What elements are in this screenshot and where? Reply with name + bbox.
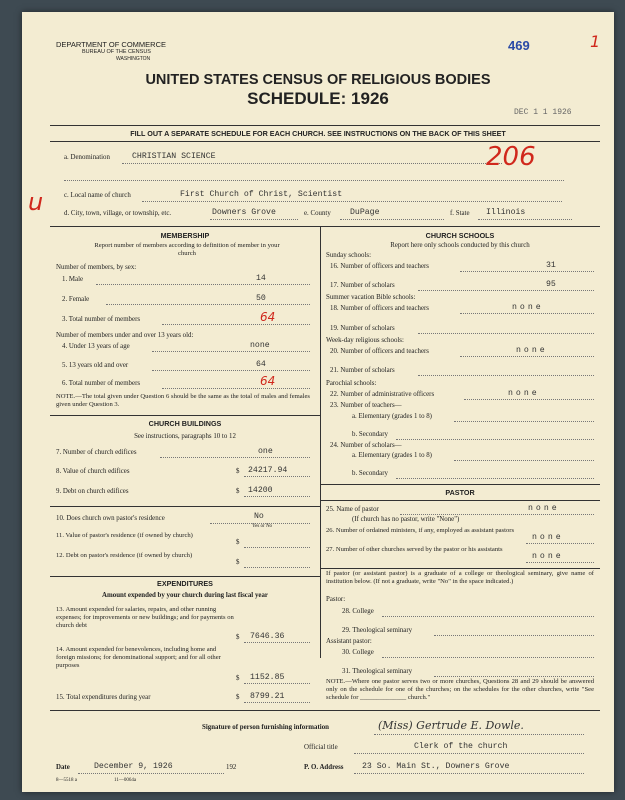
q8-label: 8. Value of church edifices bbox=[56, 468, 130, 475]
rule bbox=[50, 226, 600, 227]
q5-label: 5. 13 years old and over bbox=[62, 362, 129, 369]
membership-heading: MEMBERSHIP bbox=[160, 231, 210, 240]
q8-value: 24217.94 bbox=[248, 466, 288, 475]
q24a-label: a. Elementary (grades 1 to 8) bbox=[352, 452, 432, 459]
form-number: 8—5518 a bbox=[56, 778, 77, 783]
red-margin-mark: u bbox=[28, 188, 44, 216]
q25-value: none bbox=[528, 504, 560, 513]
q4-label: 4. Under 13 years of age bbox=[62, 343, 130, 350]
city-label: WASHINGTON bbox=[116, 56, 151, 62]
pastor-heading: PASTOR bbox=[445, 488, 475, 497]
county-label: e. County bbox=[304, 210, 331, 217]
q10-label: 10. Does church own pastor's residence bbox=[56, 515, 165, 522]
q12-label: 12. Debt on pastor's residence (if owned by church) bbox=[56, 552, 193, 559]
date-label: Date bbox=[56, 764, 70, 771]
sunday-schools-label: Sunday schools: bbox=[326, 252, 371, 259]
city-value: Downers Grove bbox=[212, 208, 276, 217]
q16-label: 16. Number of officers and teachers bbox=[330, 263, 429, 270]
red-check-mark: 1 bbox=[590, 32, 601, 51]
pastor-subheading: Pastor: bbox=[326, 596, 346, 603]
signature-value: (Miss) Gertrude E. Dowle. bbox=[378, 719, 524, 732]
pastor-note: NOTE.—Where one pastor serves two or more churches, Questions 28 and 29 should be answered only on the schedule for one of the churches; on the schedules for the other churches, write "See schedule for ______________ church." bbox=[326, 678, 594, 701]
official-title-value: Clerk of the church bbox=[414, 742, 508, 751]
rule bbox=[50, 415, 320, 416]
state-label: f. State bbox=[450, 210, 470, 217]
schedule-number: 469 bbox=[508, 38, 530, 53]
parochial-schools-label: Parochial schools: bbox=[326, 380, 377, 387]
q5-value: 64 bbox=[256, 360, 266, 369]
q20-label: 20. Number of officers and teachers bbox=[330, 348, 429, 355]
q23-label: 23. Number of teachers— bbox=[330, 402, 402, 409]
city-field-label: d. City, town, village, or township, etc. bbox=[64, 210, 172, 217]
q24-label: 24. Number of scholars— bbox=[330, 442, 402, 449]
q6-value: 64 bbox=[260, 374, 276, 388]
q13-label: 13. Amount expended for salaries, repairs, and other running expenses; for improvements or new buildings; and for payments on church debt bbox=[56, 606, 234, 629]
q15-value: 8799.21 bbox=[250, 692, 285, 701]
red-code-annotation: 206 bbox=[486, 142, 536, 172]
q18-label: 18. Number of officers and teachers bbox=[330, 305, 429, 312]
college-note: If pastor (or assistant pastor) is a graduate of a college or theological seminary, give name of institution below. (If not a graduate, write "No" in the space indicated.) bbox=[326, 570, 594, 585]
rule bbox=[50, 506, 320, 507]
q14-value: 1152.85 bbox=[250, 673, 285, 682]
q23a-label: a. Elementary (grades 1 to 8) bbox=[352, 413, 432, 420]
state-value: Illinois bbox=[486, 208, 526, 217]
q14-label: 14. Amount expended for benevolences, including home and foreign missions; for denominational support; and for all other purposes bbox=[56, 646, 221, 669]
q31-label: 31. Theological seminary bbox=[342, 668, 413, 675]
q4-value: none bbox=[250, 341, 270, 350]
instruction-banner: FILL OUT A SEPARATE SCHEDULE FOR EACH CHURCH. SEE INSTRUCTIONS ON THE BACK OF THIS SHEET bbox=[130, 129, 506, 138]
q10-value: No bbox=[254, 512, 264, 521]
rule bbox=[50, 710, 600, 711]
q22-value: none bbox=[508, 389, 540, 398]
q3-label: 3. Total number of members bbox=[62, 316, 141, 323]
rule bbox=[320, 500, 600, 501]
q3-value: 64 bbox=[260, 310, 276, 324]
print-number: 11—0064a bbox=[114, 778, 137, 783]
q27-label: 27. Number of other churches served by the pastor or his assistants bbox=[326, 546, 503, 553]
schools-heading: CHURCH SCHOOLS bbox=[425, 231, 495, 240]
q23b-label: b. Secondary bbox=[352, 431, 388, 438]
q26-label: 26. Number of ordained ministers, if any, employed as assistant pastors bbox=[326, 527, 515, 534]
rule bbox=[320, 484, 600, 485]
q10-hint: Yes or No bbox=[252, 524, 273, 529]
rule bbox=[50, 576, 320, 577]
weekday-schools-label: Week-day religious schools: bbox=[326, 337, 404, 344]
column-divider bbox=[320, 226, 321, 658]
department-label: DEPARTMENT OF COMMERCE bbox=[56, 40, 167, 49]
q1-value: 14 bbox=[256, 274, 266, 283]
q17-value: 95 bbox=[546, 280, 556, 289]
po-address-label: P. O. Address bbox=[304, 764, 344, 771]
schedule-title: SCHEDULE: 1926 bbox=[247, 89, 389, 108]
q13-value: 7646.36 bbox=[250, 632, 285, 641]
local-name-label: c. Local name of church bbox=[64, 192, 131, 199]
q30-label: 30. College bbox=[342, 649, 374, 656]
form-title: UNITED STATES CENSUS OF RELIGIOUS BODIES bbox=[145, 72, 491, 88]
q28-label: 28. College bbox=[342, 608, 374, 615]
assistant-pastor-subheading: Assistant pastor: bbox=[326, 638, 372, 645]
q7-label: 7. Number of church edifices bbox=[56, 449, 137, 456]
q9-label: 9. Debt on church edifices bbox=[56, 488, 129, 495]
official-title-label: Official title bbox=[304, 744, 338, 751]
buildings-subheading: See instructions, paragraphs 10 to 12 bbox=[134, 433, 236, 440]
county-value: DuPage bbox=[350, 208, 380, 217]
expenditures-subheading: Amount expended by your church during last fiscal year bbox=[102, 592, 268, 599]
membership-note: NOTE.—The total given under Question 6 should be the same as the total of males and females given under Question 3. bbox=[56, 393, 310, 408]
date-suffix: 192 bbox=[226, 764, 237, 771]
q11-label: 11. Value of pastor's residence (if owned by church) bbox=[56, 532, 193, 539]
q2-value: 50 bbox=[256, 294, 266, 303]
census-form: DEPARTMENT OF COMMERCE BUREAU OF THE CENSUS WASHINGTON UNITED STATES CENSUS OF RELIGIOUS BODIES SCHEDULE: 1926 469 1 DEC 1 1 1926 FILL OUT A SEPARATE SCHEDULE FOR EACH CHURCH. SEE INSTRUCTIONS ON THE BACK OF THIS SHEET a. Denomination CHRISTIAN SCIENCE 206 u c. Local name of church First Church of Christ, Scientist d. City, town, village, or township, etc. Downers Grove e. County DuPage f. State Illinois MEMBERSHIP Report number of members according to definition of member in your church Number of members, by sex: 1. Male 14 2. Female 50 3. Total number of members 64 Number of members under and over 13 years old: 4. Under 13 years of age none 5. 13 years old and over 64 6. Total number of members 64 NOTE.—The total given under Question 6 should be the same as the total of males and females given under Question 3. CHURCH BUILDINGS See instructions, paragraphs 10 to 12 7. Number of church edifices one 8. Value of church edifices $ 24217.94 9. Debt on church edifices $ 14200 10. Does church own pastor's residence No Yes or No 11. Value of pastor's residence (if owned by church) $ 12. Debt on pastor's residence (if owned by church) $ EXPENDITURES Amount expended by your church during last fiscal year 13. Amount expended for salaries, repairs, and other running expenses; for improvements or new buildings; and for payments on church debt $ 7646.36 14. Amount expended for benevolences, including home and foreign missions; for denominational support; and for all other purposes $ 1152.85 15. Total expenditures during year $ 8799.21 CHURCH SCHOOLS Report here only schools conducted by this church Sunday schools: 16. Number of officers and teachers 31 17. Number of scholars 95 Summer vacation Bible schools: 18. Number of officers and teachers none 19. Number of scholars Week-day religious schools: 20. Number of officers and teachers none 21. Number of scholars Parochial schools: 22. Number of administrative officers none 23. Number of teachers— a. Elementary (grades 1 to 8) b. Secondary 24. Number of scholars— a. Elementary (grades 1 to 8) b. Secondary PASTOR 25. Name of pastor none (If church has no pastor, write "None") 26. Number of ordained ministers, if any, employed as assistant pastors none 27. Number of other churches served by the pastor or his assistants none If pastor (or assistant pastor) is a graduate of a college or theological seminary, give name of institution below. (If not a graduate, write "No" in the space indicated.) Pastor: 28. College 29. Theological seminary Assistant pastor: 30. College 31. Theological seminary NOTE.—Where one pastor serves two or more churches, Questions 28 and 29 should be answered only on the schedule for one of the churches; on the schedules for the other churches, write "See schedule for ______________ church." Signature of person furnishing information (Miss) Gertrude E. Dowle. Official title Clerk of the church Date December 9, 1926 192 P. O. Address 23 So. Main St., Downers Grove 8—5518 a 11—0064a bbox=[22, 12, 614, 792]
expenditures-heading: EXPENDITURES bbox=[157, 579, 213, 588]
q6-label: 6. Total number of members bbox=[62, 380, 141, 387]
q18-value: none bbox=[512, 303, 544, 312]
q16-value: 31 bbox=[546, 261, 556, 270]
schools-subheading: Report here only schools conducted by this church bbox=[390, 242, 530, 249]
q1-label: 1. Male bbox=[62, 276, 84, 283]
q21-label: 21. Number of scholars bbox=[330, 367, 395, 374]
q20-value: none bbox=[516, 346, 548, 355]
q17-label: 17. Number of scholars bbox=[330, 282, 395, 289]
q9-value: 14200 bbox=[248, 486, 273, 495]
q27-value: none bbox=[532, 552, 564, 561]
members-by-sex-label: Number of members, by sex: bbox=[56, 264, 137, 271]
q26-value: none bbox=[532, 533, 564, 542]
rule bbox=[320, 568, 600, 569]
q19-label: 19. Number of scholars bbox=[330, 325, 395, 332]
q25-hint: (If church has no pastor, write "None") bbox=[352, 516, 460, 523]
rule bbox=[50, 125, 600, 126]
date-value: December 9, 1926 bbox=[94, 762, 173, 771]
q22-label: 22. Number of administrative officers bbox=[330, 391, 435, 398]
q25-label: 25. Name of pastor bbox=[326, 506, 379, 513]
denomination-value: CHRISTIAN SCIENCE bbox=[132, 152, 216, 161]
local-name-value: First Church of Christ, Scientist bbox=[180, 190, 343, 199]
q15-label: 15. Total expenditures during year bbox=[56, 694, 151, 701]
denomination-label: a. Denomination bbox=[64, 154, 110, 161]
age-groups-label: Number of members under and over 13 years old: bbox=[56, 332, 194, 339]
signature-label: Signature of person furnishing information bbox=[202, 724, 329, 731]
membership-intro: Report number of members according to definition of member in your church bbox=[94, 242, 280, 257]
q24b-label: b. Secondary bbox=[352, 470, 388, 477]
bureau-label: BUREAU OF THE CENSUS bbox=[82, 49, 151, 55]
q2-label: 2. Female bbox=[62, 296, 90, 303]
q29-label: 29. Theological seminary bbox=[342, 627, 413, 634]
po-address-value: 23 So. Main St., Downers Grove bbox=[362, 762, 510, 771]
received-date-stamp: DEC 1 1 1926 bbox=[514, 108, 572, 117]
summer-schools-label: Summer vacation Bible schools: bbox=[326, 294, 416, 301]
buildings-heading: CHURCH BUILDINGS bbox=[148, 419, 222, 428]
q7-value: one bbox=[258, 447, 273, 456]
